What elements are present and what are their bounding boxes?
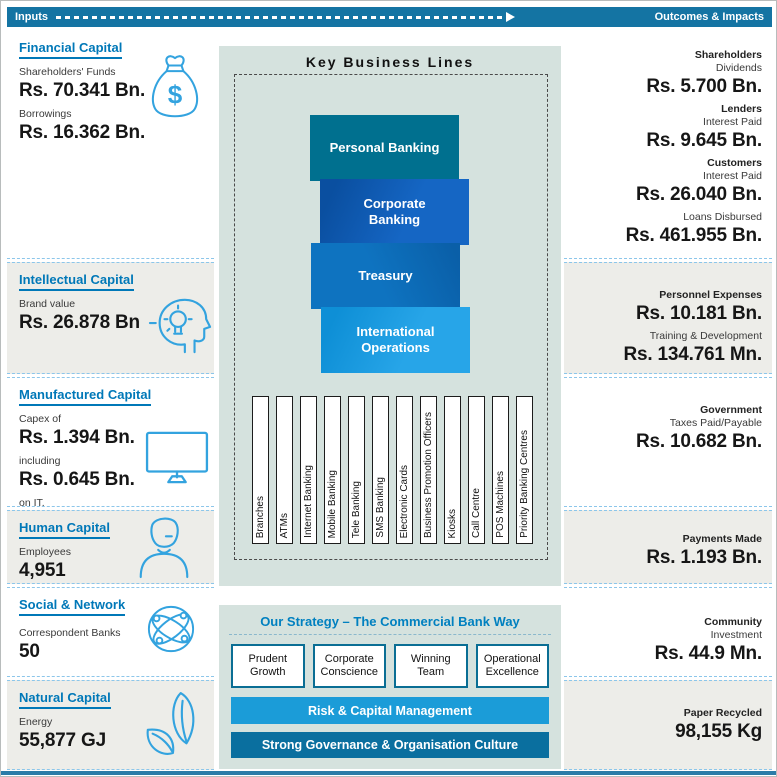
outcome-value: Rs. 461.955 Bn. — [625, 225, 762, 246]
business-line-treasury: Treasury — [311, 243, 460, 309]
metric-label: Correspondent Banks — [19, 627, 121, 639]
outcome-section-community — [564, 587, 772, 677]
risk-capital-management-bar: Risk & Capital Management — [231, 697, 549, 724]
capital-section-manufactured — [7, 377, 214, 507]
flow-arrow — [56, 12, 645, 22]
network-globe-icon — [146, 604, 196, 654]
channel-business-promotion-officers: Business Promotion Officers — [420, 396, 437, 544]
outcome-section-payments-made — [564, 510, 772, 584]
section-title: Social & Network — [19, 597, 125, 616]
inputs-label: Inputs — [15, 11, 48, 23]
outcome-group: Community — [704, 616, 762, 628]
channel-branches: Branches — [252, 396, 269, 544]
key-business-lines-title: Key Business Lines — [305, 54, 475, 70]
outcome-section-paper-recycled — [564, 680, 772, 770]
section-title: Natural Capital — [19, 690, 111, 709]
outcome-group: Personnel Expenses — [659, 289, 762, 301]
outcome-label: Training & Development — [649, 330, 762, 342]
outcome-value: Rs. 10.682 Bn. — [635, 431, 762, 452]
outcome-label: Loans Disbursed — [683, 211, 762, 223]
metric-label: Borrowings — [19, 108, 72, 120]
channel-mobile-banking: Mobile Banking — [324, 396, 341, 544]
key-business-lines-panel — [219, 46, 561, 586]
metric-value: Rs. 16.362 Bn. — [19, 122, 146, 143]
outcome-value: 98,155 Kg — [675, 721, 762, 742]
capital-section-intellectual — [7, 262, 214, 374]
header-bar — [7, 7, 772, 27]
person-icon — [136, 515, 192, 579]
svg-text:$: $ — [167, 79, 183, 110]
head-bulb-icon — [148, 293, 212, 355]
metric-value: Rs. 1.394 Bn. — [19, 427, 135, 448]
metric-value: Rs. 0.645 Bn. — [19, 469, 135, 490]
outcome-group: Payments Made — [682, 533, 762, 545]
strategy-pillars — [231, 644, 549, 688]
metric-label: including — [19, 455, 61, 467]
outcome-label: Dividends — [715, 62, 762, 74]
outcome-label: Taxes Paid/Payable — [669, 417, 762, 429]
metric-label: Capex of — [19, 413, 62, 425]
outcome-value: Rs. 44.9 Mn. — [654, 643, 762, 664]
metric-label: Shareholders' Funds — [19, 66, 116, 78]
channel-priority-banking-centres: Priority Banking Centres — [516, 396, 533, 544]
strategy-divider — [229, 634, 551, 635]
dashed-line — [56, 16, 506, 19]
strategy-panel — [219, 605, 561, 769]
outcome-group: Government — [700, 404, 762, 416]
channel-call-centre: Call Centre — [468, 396, 485, 544]
section-title: Human Capital — [19, 520, 110, 539]
metric-value: Rs. 26.878 Bn — [19, 312, 140, 333]
strategy-title: Our Strategy – The Commercial Bank Way — [260, 614, 520, 629]
section-title: Manufactured Capital — [19, 387, 151, 406]
bottom-accent-strip — [1, 771, 777, 775]
metric-value: 50 — [19, 641, 40, 662]
outcome-label: Interest Paid — [703, 170, 762, 182]
governance-culture-bar: Strong Governance & Organisation Culture — [231, 732, 549, 758]
outcome-group: Lenders — [721, 103, 762, 115]
section-title: Financial Capital — [19, 40, 122, 59]
outcome-value: Rs. 134.761 Mn. — [623, 344, 762, 365]
pillar-corporate-conscience: Corporate Conscience — [313, 644, 387, 688]
delivery-channels — [252, 396, 533, 544]
pillar-winning-team: Winning Team — [394, 644, 468, 688]
pillar-operational-excellence: Operational Excellence — [476, 644, 550, 688]
outcome-value: Rs. 26.040 Bn. — [635, 184, 762, 205]
capital-section-human — [7, 510, 214, 584]
metric-label: Brand value — [19, 298, 76, 310]
business-line-personal-banking: Personal Banking — [310, 115, 459, 181]
channel-electronic-cards: Electronic Cards — [396, 396, 413, 544]
metric-value: 4,951 — [19, 560, 66, 581]
capital-section-financial — [7, 31, 214, 259]
outcome-label: Interest Paid — [703, 116, 762, 128]
outcome-value: Rs. 1.193 Bn. — [646, 547, 762, 568]
channel-internet-banking: Internet Banking — [300, 396, 317, 544]
business-line-international-operations: International Operations — [321, 307, 470, 373]
outcome-section-personnel — [564, 262, 772, 374]
channel-pos-machines: POS Machines — [492, 396, 509, 544]
metric-label: on IT. — [19, 497, 45, 509]
business-line-corporate-banking: Corporate Banking — [320, 179, 469, 245]
outcome-section-stakeholder-payments — [564, 31, 772, 259]
channel-tele-banking: Tele Banking — [348, 396, 365, 544]
metric-value: Rs. 70.341 Bn. — [19, 80, 146, 101]
metric-label: Energy — [19, 716, 53, 728]
outcome-section-government — [564, 377, 772, 507]
outcomes-impacts-label: Outcomes & Impacts — [654, 11, 764, 23]
outcome-value: Rs. 5.700 Bn. — [646, 76, 762, 97]
arrow-head-icon — [506, 12, 515, 22]
outcome-value: Rs. 10.181 Bn. — [635, 303, 762, 324]
outcome-group: Paper Recycled — [683, 707, 762, 719]
leaves-icon — [142, 691, 200, 759]
capital-section-social-network — [7, 587, 214, 677]
outcome-group: Shareholders — [694, 49, 762, 61]
metric-label: Employees — [19, 546, 71, 558]
pillar-prudent-growth: Prudent Growth — [231, 644, 305, 688]
outcome-group: Customers — [707, 157, 762, 169]
channel-kiosks: Kiosks — [444, 396, 461, 544]
channel-sms-banking: SMS Banking — [372, 396, 389, 544]
channel-atms: ATMs — [276, 396, 293, 544]
monitor-icon — [144, 430, 210, 486]
business-lines-box — [234, 74, 548, 560]
metric-value: 55,877 GJ — [19, 730, 106, 751]
money-bag-icon — [148, 51, 202, 121]
capital-section-natural — [7, 680, 214, 770]
outcome-label: Investment — [710, 629, 762, 641]
section-title: Intellectual Capital — [19, 272, 134, 291]
outcome-value: Rs. 9.645 Bn. — [646, 130, 762, 151]
